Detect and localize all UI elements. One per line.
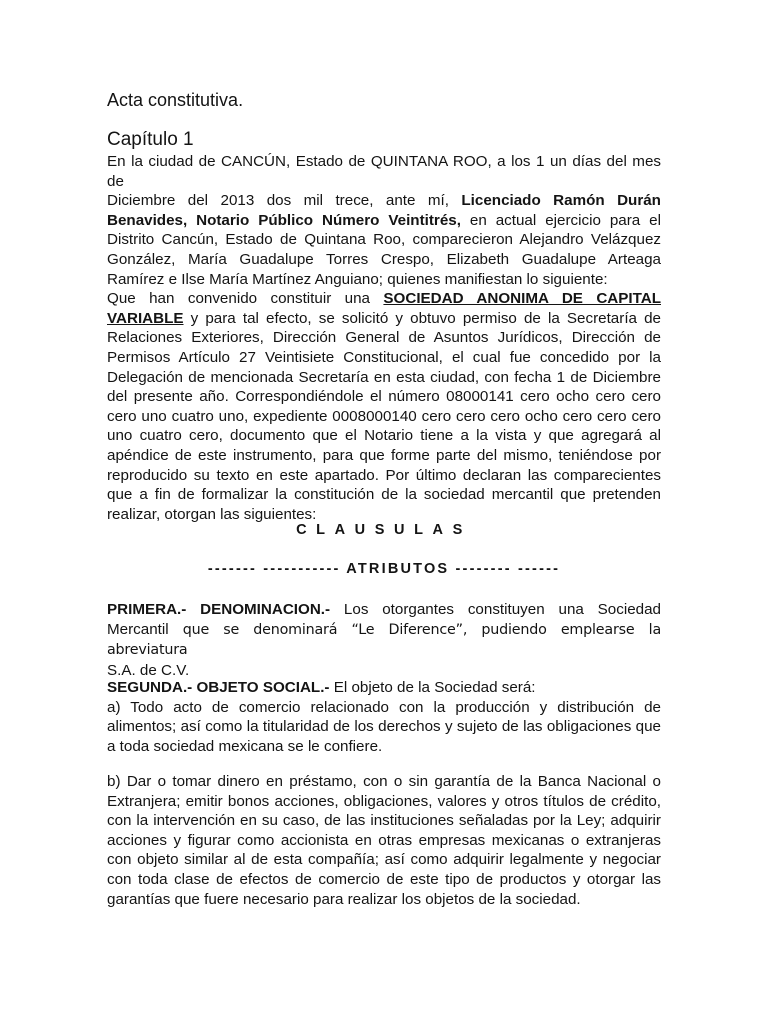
intro-line-2-text: Diciembre del 2013 dos mil trece, ante mí, — [107, 192, 449, 210]
intro-line-5: González, María Guadalupe Torres Crespo, Elizabeth Guadalupe Arteaga — [107, 250, 661, 268]
intro-line-8-text: y para tal efecto, se solicitó y obtuvo permiso de la Secretaría de — [190, 309, 661, 327]
intro-line-3 — [107, 211, 661, 231]
chapter-heading: Capítulo 1 — [107, 129, 194, 150]
intro-line-7-text: Que han convenido constituir una — [107, 290, 371, 308]
segunda-line-1 — [107, 678, 661, 698]
document-title: Acta constitutiva. — [107, 90, 244, 110]
company-type-part2: VARIABLE — [107, 309, 184, 327]
atributos-heading: ------- ----------- ATRIBUTOS -------- ------ — [207, 561, 561, 577]
intro-line-3-text: en actual ejercicio para el — [469, 211, 661, 229]
company-type-part1: SOCIEDAD ANONIMA DE CAPITAL — [383, 290, 661, 308]
intro-line-1: En la ciudad de CANCÚN, Estado de QUINTANA ROO, a los 1 un días del mes de — [107, 153, 661, 190]
intro-line-7 — [107, 289, 661, 309]
primera-line-1 — [107, 600, 661, 620]
segunda-label: SEGUNDA.- OBJETO SOCIAL.- — [107, 679, 330, 696]
intro-paragraph — [107, 152, 661, 524]
intro-line-2 — [107, 191, 661, 211]
notary-name-part1: Licenciado Ramón Durán — [461, 192, 661, 210]
primera-line-2 — [107, 620, 661, 661]
intro-line-6: Ramírez e Ilse María Martínez Anguiano; quienes manifiestan lo siguiente: — [107, 270, 608, 288]
clausulas-heading: CLAUSULAS — [296, 522, 472, 538]
primera-line-2-word: Mercantil — [107, 620, 169, 638]
notary-name-part2: Benavides, Notario Público Número Veintitrés, — [107, 211, 461, 229]
primera-line-1-text: Los otorgantes constituyen una Sociedad — [343, 601, 661, 618]
clause-segunda — [107, 678, 661, 756]
segunda-intro: El objeto de la Sociedad será: — [333, 679, 536, 696]
primera-line-3: S.A. de C.V. — [107, 661, 190, 679]
segunda-item-b: b) Dar o tomar dinero en préstamo, con o sin garantía de la Banca Nacional o Extranjera; emitir bonos acciones, obligaciones, valores y otros títulos de crédito, con la intervención en su caso, de las instituciones señaladas por la Ley; adquirir acciones y figurar como accionista en otras empresas mexicanas o extranjeras con objeto similar al de esta compañía; así como adquirir legalmente y negociar con toda clase de efectos de comercio de este tipo de productos y otorgar las garantías que fuere necesario para realizar los objetos de la sociedad. — [107, 773, 661, 908]
intro-rest: Relaciones Exteriores, Dirección General de Asuntos Jurídicos, Dirección de Permisos Artículo 27 Veintisiete Constitucional, el cual fue concedido por la Delegación de mencionada Secretaría en esta ciudad, con fecha 1 de Diciembre del presente año. Correspondiéndole el número 08000141 cero ocho cero cero cero uno cuatro uno, expediente 0008000140 cero cero cero ocho cero cero cero uno cuatro cero, documento que el Notario tiene a la vista y que agregará al apéndice de este instrumento, para que forme parte del mismo, teniéndose por reproducido su texto en este apartado. Por último declaran las comparecientes que a fin de formalizar la constitución de la sociedad mercantil que pretenden realizar, otorgan las siguientes: — [107, 329, 661, 523]
clause-primera — [107, 600, 661, 680]
segunda-item-a: a) Todo acto de comercio relacionado con la producción y distribución de alimentos; así como la titularidad de los derechos y sujeto de las obligaciones que a toda sociedad mexicana se le confiere. — [107, 698, 661, 755]
primera-label: PRIMERA.- DENOMINACION.- — [107, 601, 331, 618]
clause-segunda-item-b — [107, 772, 661, 909]
intro-line-4: Distrito Cancún, Estado de Quintana Roo, comparecieron Alejandro Velázquez — [107, 231, 661, 249]
intro-line-8 — [107, 309, 661, 329]
primera-line-2-text: que se denominará “Le Diference”, pudiendo emplearse la abreviatura — [107, 621, 661, 659]
